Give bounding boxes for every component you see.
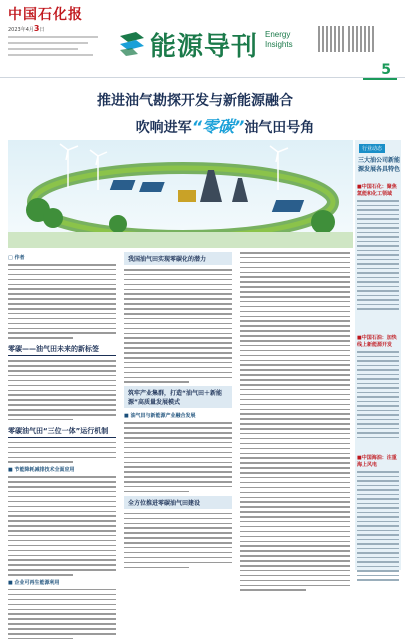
brand-subtitle-en [265, 30, 293, 50]
section-heading: 我国油气田实现零碳化的潜力 [124, 252, 232, 265]
article-column-3 [240, 252, 350, 594]
headline [0, 90, 350, 137]
hero-illustration [8, 140, 353, 248]
issue-date [8, 24, 45, 33]
sidebar-section [357, 455, 399, 584]
issue-date-day: 3 [33, 24, 40, 33]
sub-heading: ■ 企业可再生能源利用 [8, 579, 60, 586]
headline-accent: “零碳” [191, 117, 245, 136]
paper-name: 中国石化报 [8, 7, 83, 23]
issue-date-prefix: 2023年4月 [8, 27, 34, 33]
article-column-1 [8, 252, 116, 643]
sidebar-tag: 行业动态 [359, 144, 385, 153]
section-heading: 筑牢产业集群，打造“油气田＋新能源”高质量发展模式 [124, 386, 232, 408]
sidebar-section [357, 184, 399, 313]
sidebar-section-title: ■中国石油：加快线上新能源开发 [357, 335, 397, 348]
author-marker: □ 作者 [8, 255, 25, 261]
sidebar-section-title: ■中国海油：注重海上风电 [357, 455, 397, 468]
headline-line2 [100, 114, 350, 137]
section-heading: 零碳——油气田未来的新标签 [8, 342, 116, 356]
article-column-2 [124, 252, 232, 571]
page-number: 5 [381, 62, 391, 78]
masthead [0, 0, 405, 78]
headline-line1: 推进油气勘探开发与新能源融合 [97, 93, 293, 109]
sub-heading: ■ 油气田与新能源产业融合发展 [124, 413, 196, 420]
sidebar-industry-news [355, 140, 401, 570]
page-number-bar [363, 78, 397, 80]
headline-line2-prefix: 吹响进军 [135, 120, 192, 136]
issue-date-suffix: 日 [39, 27, 45, 33]
sidebar-title: 三大油公司新能源发展各具特色 [358, 157, 401, 173]
brand-logo-icon [118, 30, 146, 56]
brand-title: 能源导刊 [150, 32, 259, 62]
masthead-meta [8, 36, 108, 60]
headline-line2-suffix: 油气田号角 [244, 120, 315, 136]
sidebar-section [357, 335, 399, 441]
qr-code-icon [348, 26, 374, 52]
section-heading: 全方位推进零碳油气田建设 [124, 496, 232, 509]
brand-en-line2: Insights [265, 40, 293, 49]
sidebar-section-title: ■中国石化：聚焦氢能和化工领域 [357, 184, 397, 197]
qr-code-icon [318, 26, 344, 52]
brand-en-line1: Energy [265, 30, 291, 39]
section-heading: 零碳油气田“三位一体”运行机制 [8, 424, 116, 438]
sub-heading: ■ 节能降耗减排技术全面应用 [8, 467, 75, 474]
